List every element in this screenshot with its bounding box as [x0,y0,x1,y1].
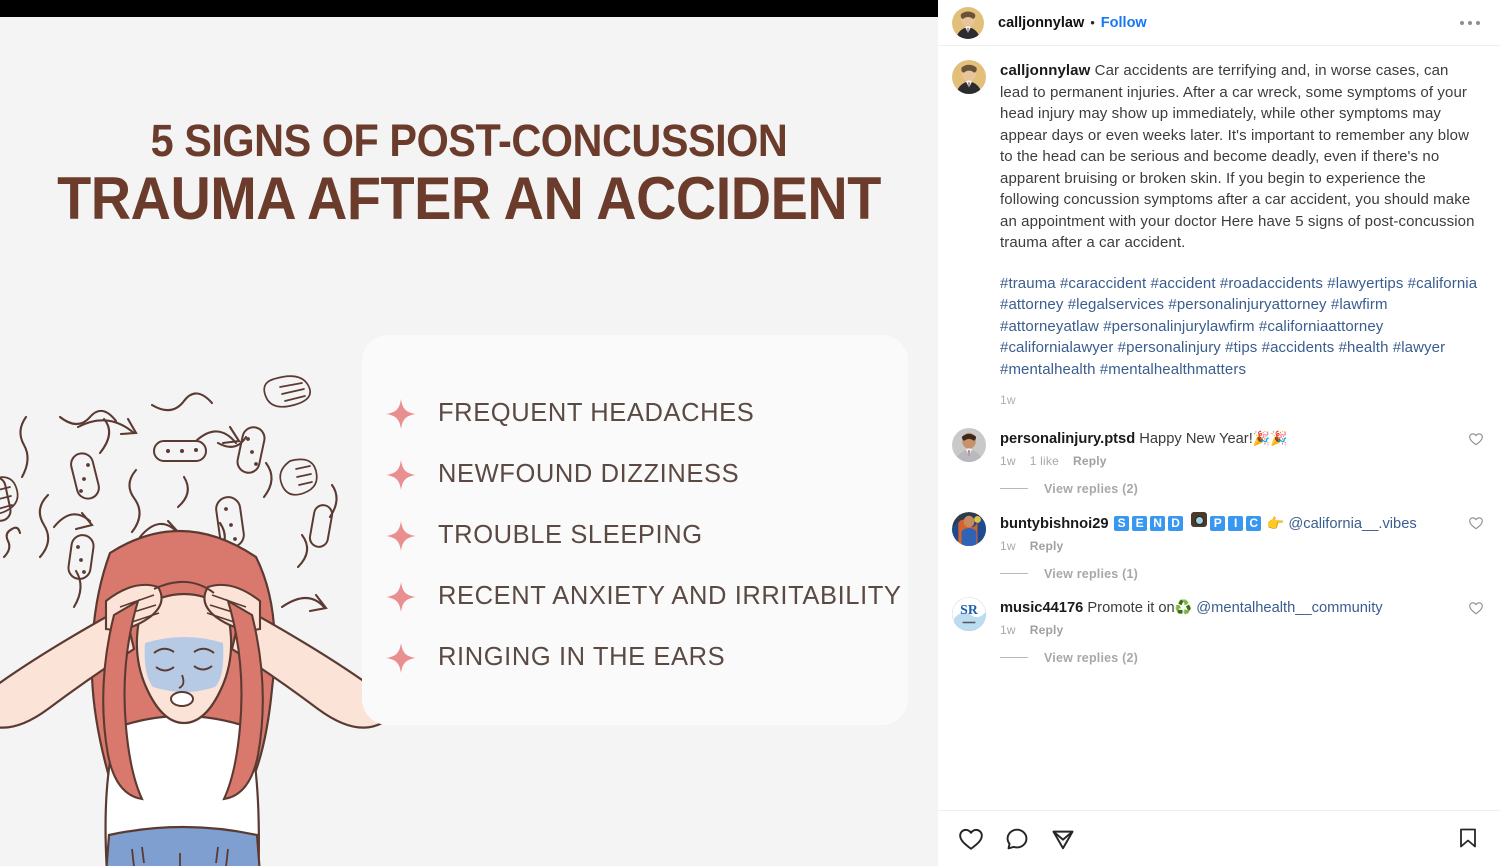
infographic-title-line1: 5 SIGNS OF POST-CONCUSSION [150,115,788,166]
symptoms-card [362,335,908,725]
more-options-icon[interactable] [1460,15,1480,31]
comment-avatar[interactable] [952,512,986,546]
star-bullet-icon [384,519,418,553]
infographic-canvas [0,17,938,866]
comment-reply-button[interactable]: Reply [1029,538,1064,553]
comment-timestamp: 1w [1000,453,1016,468]
bookmark-icon[interactable] [1456,826,1482,852]
follow-button[interactable]: Follow [1100,14,1147,31]
comment-like-icon[interactable] [1468,515,1484,531]
comment-username[interactable]: personalinjury.ptsd [1000,430,1136,447]
svg-text:SR: SR [960,601,978,617]
comment-like-icon[interactable] [1468,431,1484,447]
heart-icon[interactable] [958,826,984,852]
post-comments-scroll[interactable] [938,46,1500,810]
party-popper-emoji: 🎉🎉 [1252,429,1288,446]
comment-like-icon[interactable] [1468,600,1484,616]
view-replies-label: View replies (2) [1044,650,1138,665]
comment-mention[interactable]: @california__.vibes [1288,515,1417,532]
caption-username[interactable]: calljonnylaw [1000,62,1091,79]
symptom-row [384,566,908,627]
comment-avatar[interactable] [952,597,986,631]
recycle-emoji: ♻️ [1174,598,1193,615]
comment-item [938,502,1500,587]
view-replies-button[interactable] [1000,482,1480,496]
send-blocks-emoji: S E N D [1113,516,1185,532]
symptom-row [384,505,908,566]
comment-text-line [1000,512,1480,534]
comment-username[interactable]: buntybishnoi29 [1000,515,1109,532]
comment-meta [1000,454,1480,468]
comment-body [1000,428,1480,502]
caption-text [1000,60,1480,412]
pic-blocks-emoji: P I C [1209,516,1263,532]
share-paper-plane-icon[interactable] [1050,826,1076,852]
view-replies-label: View replies (2) [1044,481,1138,496]
view-replies-button[interactable] [1000,651,1480,665]
comment-bubble-icon[interactable] [1004,826,1030,852]
caption-timestamp: 1w [1000,393,1016,407]
star-bullet-icon [384,397,418,431]
caption-avatar[interactable] [952,60,986,94]
header-username[interactable]: calljonnylaw [998,14,1085,31]
comment-meta [1000,539,1480,553]
caption-hashtags[interactable]: #trauma #caraccident #accident #roadaccidents #lawyertips #california #attorney #legalservices #personalinjuryattorney #lawfirm #attorneyatlaw #personalinjurylawfirm #californiaattorney #californialawyer #personalinjury #tips #accidents #health #lawyer #mentalhealth #mentalhealthmatters [1000,274,1478,378]
symptom-row [384,383,908,444]
comment-text: Happy New Year! [1135,430,1253,447]
infographic-title [0,117,938,232]
infographic-title-line2: TRAUMA AFTER AN ACCIDENT [57,164,881,232]
comment-body [1000,597,1480,671]
post-caption [938,46,1500,418]
symptom-label: NEWFOUND DIZZINESS [438,460,740,488]
view-replies-dash [1000,488,1028,489]
view-replies-dash [1000,573,1028,574]
comment-text-line [1000,428,1480,449]
media-letterbox-bar [0,0,938,17]
symptom-label: RECENT ANXIETY AND IRRITABILITY [438,582,902,610]
post-action-bar [938,810,1500,866]
author-avatar[interactable] [952,7,984,39]
symptom-label: RINGING IN THE EARS [438,643,726,671]
symptom-label: FREQUENT HEADACHES [438,399,755,427]
comment-meta [1000,623,1480,637]
comment-text: Promote it on [1083,599,1175,616]
star-bullet-icon [384,641,418,675]
caption-body: Car accidents are terrifying and, in worse cases, can lead to permanent injuries. After a car wreck, some symptoms of your head injury may show up immediately, while other symptoms may appear days or even weeks later. It's important to remember any blow to the head can be serious and become deadly, even if there's no apparent bruising or broken skin. If you begin to experience the following concussion symptoms after a car accident, you should make an appointment with your doctor Here have 5 signs of post-concussion trauma after a car accident. [1000,62,1475,251]
header-separator: • [1090,15,1095,30]
comment-mention[interactable]: @mentalhealth__community [1196,599,1383,616]
camera-emoji [1191,512,1207,527]
view-replies-label: View replies (1) [1044,566,1138,581]
comment-item [938,587,1500,671]
comment-like-count: 1 like [1029,453,1059,468]
stressed-woman-illustration [0,357,382,866]
comment-body [1000,512,1480,587]
symptom-label: TROUBLE SLEEPING [438,521,703,549]
comment-text-line [1000,597,1480,618]
comment-item [938,418,1500,502]
comment-reply-button[interactable]: Reply [1029,622,1064,637]
star-bullet-icon [384,580,418,614]
comment-avatar[interactable] [952,428,986,462]
comment-username[interactable]: music44176 [1000,599,1084,616]
symptom-row [384,627,908,688]
post-header [938,0,1500,46]
view-replies-dash [1000,657,1028,658]
star-bullet-icon [384,458,418,492]
pointing-hand-emoji: 👉 [1266,514,1285,531]
post-sidebar [938,0,1500,866]
symptom-row [384,444,908,505]
comment-timestamp: 1w [1000,538,1016,553]
view-replies-button[interactable] [1000,567,1480,581]
comment-timestamp: 1w [1000,622,1016,637]
comment-reply-button[interactable]: Reply [1072,453,1107,468]
